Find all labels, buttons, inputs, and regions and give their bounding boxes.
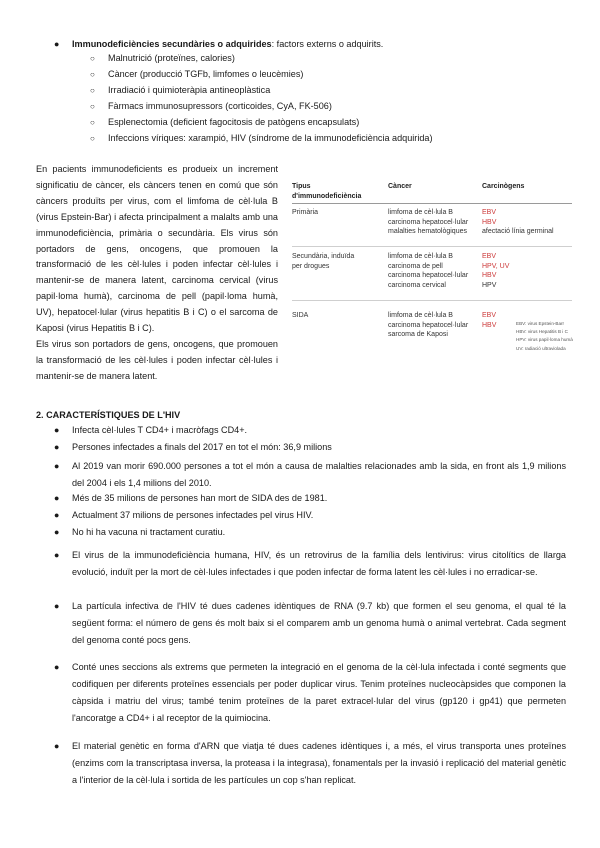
list-item: ○ Esplenectomia (deficient fagocitosis de patògens encapsulats): [90, 116, 560, 132]
cell-cancer: carcinoma de pell: [388, 262, 443, 270]
bullet-icon: ●: [54, 550, 60, 560]
list-item: ● Actualment 37 milions de persones infectades pel virus HIV.: [54, 509, 566, 526]
cell-carcinogen: HBV: [482, 218, 497, 226]
paragraph-1: En pacients immunodeficients es produeix un increment significatiu de càncer, els càncers tenen en comú que són càncers produïts per virus, com el limfoma de cèl·lula B (virus Epstein-Bar) i afecta principalment a malalts amb una immunodeficiència, primària o secundària. Els virus són portadors de gens, oncogens, que promouen la transformació de les cèl·lules i poden infectar cèl·lules i mantenir-se de manera latent, carcinoma cervical (virus papil·loma humà), carcinoma de pell (papil·loma humà, UV), hepatocel·lular (virus hepatitis B i C) o el sarcoma de Kaposi (virus Hepatitis B i C).: [36, 164, 278, 334]
paragraph-2: Els virus son portadors de gens, oncogens, que promouen la transformació de les cèl·lules i poden infectar cèl·lules i mantenir-se de manera latent.: [36, 338, 278, 381]
cell-carcinogen: afectació línia germinal: [482, 228, 554, 236]
cell-cancer: malalties hematològiques: [388, 228, 467, 236]
list-item: ● La partícula infectiva de l'HIV té dues cadenes idèntiques de RNA (9.7 kb) que formen el seu genoma, el qual té la següent forma: el número de gens és molt baix si el comparem amb un genoma humà o animal vertebrat. Cada segment del genoma conté pocs gens.: [54, 598, 566, 649]
list-item: ● El virus de la immunodeficiència humana, HIV, és un retrovirus de la família dels lentivirus: virus citolítics de llarga evolució, induït per la mort de cèl·lules infectades i que poden infectar de forma latent les cèl·lules i no erradicar-se.: [54, 547, 566, 581]
header-carcinogens: Carcinògens: [482, 183, 525, 190]
hiv-detail-3: [54, 659, 566, 727]
bullet-icon: ●: [54, 39, 60, 49]
row-divider: [292, 300, 572, 301]
hiv-detail-1: [54, 547, 566, 581]
header-divider: [292, 203, 572, 204]
bullet-icon: ●: [54, 662, 60, 672]
bullet-icon: ●: [54, 461, 60, 472]
legend-item: EBV: virus Epstein-Barr: [516, 321, 565, 326]
cell-carcinogen: HBV: [482, 272, 497, 280]
cell-carcinogen: EBV: [482, 312, 497, 319]
hiv-detail-4: [54, 738, 566, 789]
bullet-icon: ●: [54, 493, 60, 504]
circle-bullet-icon: ○: [90, 70, 95, 79]
circle-bullet-icon: ○: [90, 102, 95, 111]
bullet-icon: ●: [54, 601, 60, 611]
cell-type: Secundària, induïda: [292, 253, 355, 260]
list-item: ○ Fàrmacs immunosupressors (corticoides, CyA, FK-506): [90, 100, 560, 116]
list-item: ● El material genètic en forma d'ARN que viatja té dues cadenes idèntiques i, a més, el virus transporta unes proteïnes (enzims com la transcriptasa inversa, la proteasa i la integrasa), fonamentals per la invasió i replicació del material genètic a l'interior de la cèl·lula i sortida de les partícules un cop s'han replicat.: [54, 738, 566, 789]
bullet-icon: ●: [54, 527, 60, 538]
list-item: ○ Càncer (producció TGFb, limfomes o leucèmies): [90, 68, 560, 84]
list-item: ● Persones infectades a finals del 2017 en tot el món: 36,9 milions: [54, 441, 566, 458]
legend-item: UV: radiació ultraviolada: [516, 345, 566, 351]
circle-bullet-icon: ○: [90, 86, 95, 95]
header-type: Tipus d'immunodeficiència: [292, 183, 362, 200]
cell-cancer: limfoma de cèl·lula B: [388, 253, 453, 260]
list-item: ● Infecta cèl·lules T CD4+ i macròfags CD4+.: [54, 424, 566, 441]
cell-type: SIDA: [292, 312, 309, 319]
hiv-detail-2: [54, 598, 566, 649]
bullet-icon: ●: [54, 510, 60, 521]
list-item: ○ Irradiació i quimioteràpia antineoplàstica: [90, 84, 560, 100]
cell-cancer: carcinoma hepatocel·lular: [388, 218, 469, 226]
immunodeficiency-heading: Immunodeficiències secundàries o adquirides: [72, 39, 272, 49]
row-divider: [292, 246, 572, 247]
cell-cancer: limfoma de cèl·lula B: [388, 209, 453, 216]
bullet-icon: ●: [54, 442, 60, 453]
circle-bullet-icon: ○: [90, 118, 95, 127]
cell-carcinogen: EBV: [482, 253, 497, 260]
list-item: ● Més de 35 milions de persones han mort de SIDA des de 1981.: [54, 492, 566, 509]
table-legend: [516, 320, 573, 353]
cell-carcinogen: EBV: [482, 209, 497, 216]
list-item: ● Conté unes seccions als extrems que permeten la integració en el genoma de la cèl·lula infectada i conté segments que codifiquen per diferents proteïnes essencials per poder duplicar virus. Tenim proteïnes nucleocàpsides que componen la càpsida i matriu del virus; també tenim proteïnes de la paret extracel·lular del virus (gp120 i gp41) que permeten l'ancoratge a CD4+ i al receptor de la quimiocina.: [54, 659, 566, 727]
cell-cancer: limfoma de cèl·lula B: [388, 312, 453, 319]
cancer-paragraph: [36, 162, 278, 385]
causes-list: [90, 52, 560, 148]
circle-bullet-icon: ○: [90, 54, 95, 63]
cell-cancer: carcinoma hepatocel·lular: [388, 272, 469, 280]
circle-bullet-icon: ○: [90, 134, 95, 143]
cell-type: Primària: [292, 209, 319, 216]
hiv-facts-list: [54, 424, 566, 543]
cell-carcinogen: HPV, UV: [482, 262, 510, 270]
cell-cancer: sarcoma de Kaposi: [388, 331, 448, 339]
bullet-icon: ●: [54, 425, 60, 435]
cell-carcinogen: HBV: [482, 321, 497, 329]
legend-item: HPV: virus papil·loma humà: [516, 337, 573, 343]
legend-item: HBV: virus Hepatitis B i C: [516, 329, 568, 335]
list-item: ● No hi ha vacuna ni tractament curatiu.: [54, 526, 566, 543]
cell-carcinogen: HPV: [482, 281, 497, 289]
cell-cancer: carcinoma cervical: [388, 281, 446, 289]
list-item: ○ Malnutrició (proteïnes, calories): [90, 52, 560, 68]
cell-cancer: carcinoma hepatocel·lular: [388, 321, 469, 329]
immunodeficiency-heading-rest: : factors externs o adquirits.: [271, 39, 384, 49]
bullet-icon: ●: [54, 741, 60, 751]
list-item: ○ Infeccions víriques: xarampió, HIV (síndrome de la immunodeficiència adquirida): [90, 132, 560, 148]
section-title: 2. CARACTERÍSTIQUES DE L'HIV: [36, 410, 181, 420]
header-cancer: Càncer: [388, 183, 412, 190]
cell-type: per drogues: [292, 262, 330, 270]
list-item: ● Al 2019 van morir 690.000 persones a tot el món a causa de malalties relacionades amb la sida, en front als 1,9 milions del 2004 i els 1,4 milions del 2010.: [54, 458, 566, 492]
